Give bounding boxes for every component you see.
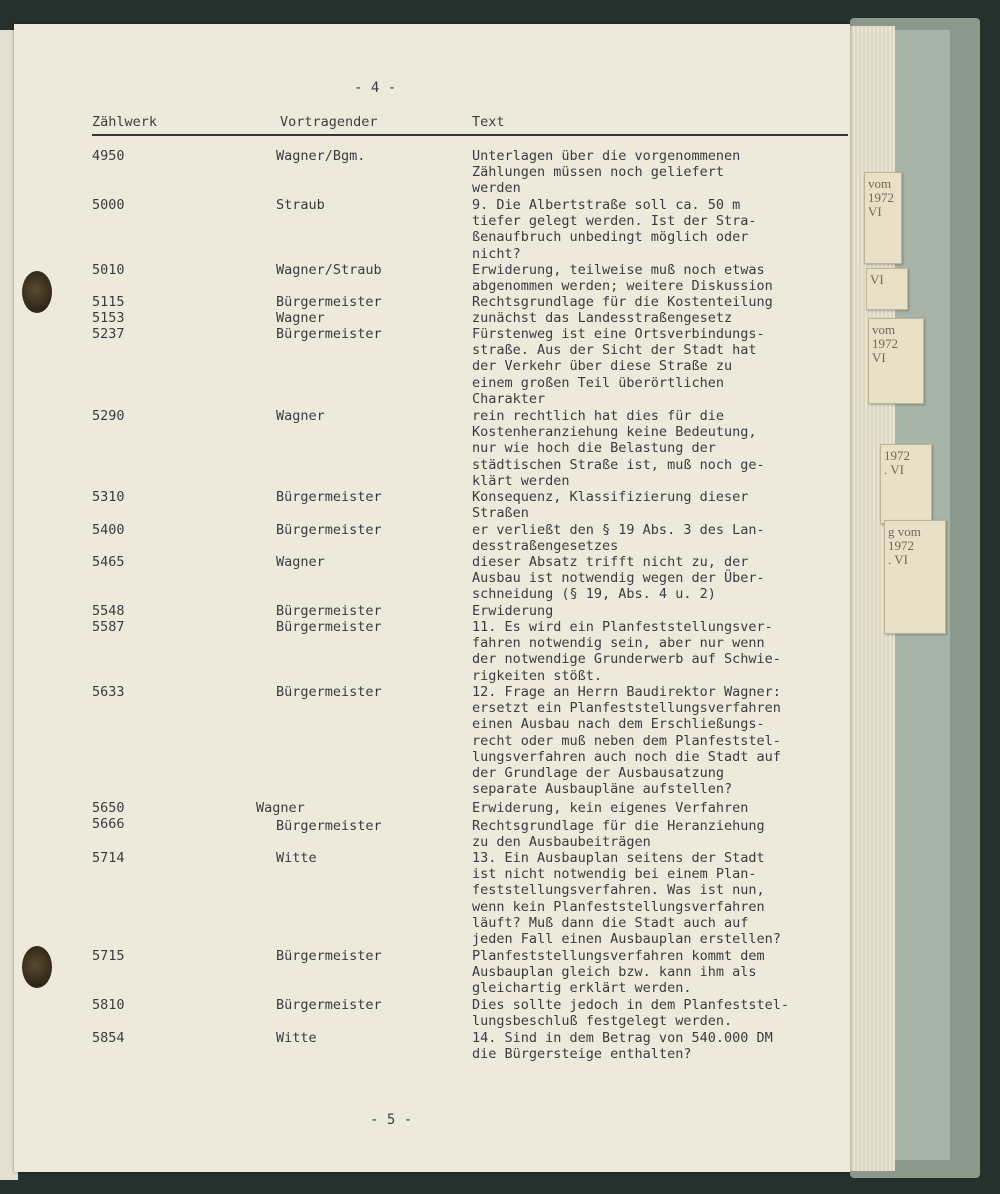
row-text: er verließt den § 19 Abs. 3 des Lan- desstraßengesetzes [472,522,765,555]
row-counter: 5715 [92,948,125,964]
row-counter: 5000 [92,197,125,213]
row-counter: 5633 [92,684,125,700]
row-counter: 5666 [92,816,125,832]
row-speaker: Bürgermeister [276,684,382,700]
row-speaker: Bürgermeister [276,603,382,619]
row-counter: 5854 [92,1030,125,1046]
row-text: Erwiderung, kein eigenes Verfahren [472,800,749,816]
row-counter: 5714 [92,850,125,866]
row-counter: 4950 [92,148,125,164]
index-tab-3[interactable]: vom 1972 VI [868,318,924,404]
row-text: 9. Die Albertstraße soll ca. 50 m tiefer gelegt werden. Ist der Stra- ßenaufbruch unbedingt möglich oder nicht? [472,197,757,262]
row-speaker: Wagner [276,554,325,570]
page-number-top: - 4 - [354,80,397,96]
row-speaker: Witte [276,1030,317,1046]
row-text: dieser Absatz trifft nicht zu, der Ausbau ist notwendig wegen der Über- schneidung (§ 19, Abs. 4 u. 2) [472,554,765,603]
row-speaker: Bürgermeister [276,294,382,310]
row-text: Dies sollte jedoch in dem Planfeststel- lungsbeschluß festgelegt werden. [472,997,789,1030]
row-text: Erwiderung [472,603,554,619]
row-counter: 5810 [92,997,125,1013]
row-counter: 5010 [92,262,125,278]
header-counter: Zählwerk [92,114,158,130]
row-speaker: Bürgermeister [276,326,382,342]
row-speaker: Wagner [256,800,305,816]
row-text: rein rechtlich hat dies für die Kostenheranziehung keine Bedeutung, nur wie hoch die Belastung der städtischen Straße ist, muß noch ge- klärt werden [472,408,765,489]
row-speaker: Straub [276,197,325,213]
row-text: Unterlagen über die vorgenommenen Zählungen müssen noch geliefert werden [472,148,741,197]
row-speaker: Wagner [276,310,325,326]
row-speaker: Wagner/Bgm. [276,148,366,164]
row-text: Rechtsgrundlage für die Heranziehung zu den Ausbaubeiträgen [472,818,765,851]
row-text: Konsequenz, Klassifizierung dieser Straßen [472,489,749,522]
row-counter: 5548 [92,603,125,619]
row-speaker: Wagner/Straub [276,262,382,278]
row-counter: 5650 [92,800,125,816]
row-text: 13. Ein Ausbauplan seitens der Stadt ist nicht notwendig bei einem Plan- feststellungsverfahren. Was ist nun, wenn kein Planfeststellungsverfahren läuft? Muß dann die Stadt auch auf jeden Fall einen Ausbauplan erstellen? [472,850,781,948]
document-page [14,24,850,1172]
row-speaker: Wagner [276,408,325,424]
row-speaker: Witte [276,850,317,866]
header-speaker: Vortragender [280,114,378,130]
index-tab-2[interactable]: VI [866,268,908,310]
row-counter: 5400 [92,522,125,538]
row-speaker: Bürgermeister [276,489,382,505]
index-tab-5[interactable]: g vom 1972 . VI [884,520,946,634]
row-speaker: Bürgermeister [276,948,382,964]
row-text: Erwiderung, teilweise muß noch etwas abgenommen werden; weitere Diskussion [472,262,773,295]
row-counter: 5115 [92,294,125,310]
row-text: 14. Sind in dem Betrag von 540.000 DM die Bürgersteige enthalten? [472,1030,773,1063]
row-speaker: Bürgermeister [276,522,382,538]
row-text: Fürstenweg ist eine Ortsverbindungs- straße. Aus der Sicht der Stadt hat der Verkehr über diese Straße zu einem großen Teil überörtlichen Charakter [472,326,765,407]
row-counter: 5290 [92,408,125,424]
index-tab-4[interactable]: 1972 . VI [880,444,932,524]
row-counter: 5153 [92,310,125,326]
row-text: Rechtsgrundlage für die Kostenteilung [472,294,773,310]
row-speaker: Bürgermeister [276,818,382,834]
row-text: zunächst das Landesstraßengesetz [472,310,733,326]
punch-hole [22,946,52,988]
header-text: Text [472,114,505,130]
index-tab-1[interactable]: vom 1972 VI [864,172,902,264]
row-counter: 5310 [92,489,125,505]
page-number-bottom: - 5 - [370,1112,413,1128]
row-speaker: Bürgermeister [276,619,382,635]
row-text: Planfeststellungsverfahren kommt dem Ausbauplan gleich bzw. kann ihm als gleichartig erklärt werden. [472,948,765,997]
punch-hole [22,271,52,313]
row-counter: 5587 [92,619,125,635]
row-speaker: Bürgermeister [276,997,382,1013]
row-text: 12. Frage an Herrn Baudirektor Wagner: ersetzt ein Planfeststellungsverfahren einen Ausbau nach dem Erschließungs- recht oder muß neben dem Planfeststel- lungsverfahren auch noch die Stadt auf der Grundlage der Ausbausatzung separate Ausbaupläne aufstellen? [472,684,781,798]
header-rule [92,134,848,136]
row-counter: 5465 [92,554,125,570]
row-text: 11. Es wird ein Planfeststellungsver- fahren notwendig sein, aber nur wenn der notwendige Grunderwerb auf Schwie- rigkeiten stößt. [472,619,781,684]
row-counter: 5237 [92,326,125,342]
